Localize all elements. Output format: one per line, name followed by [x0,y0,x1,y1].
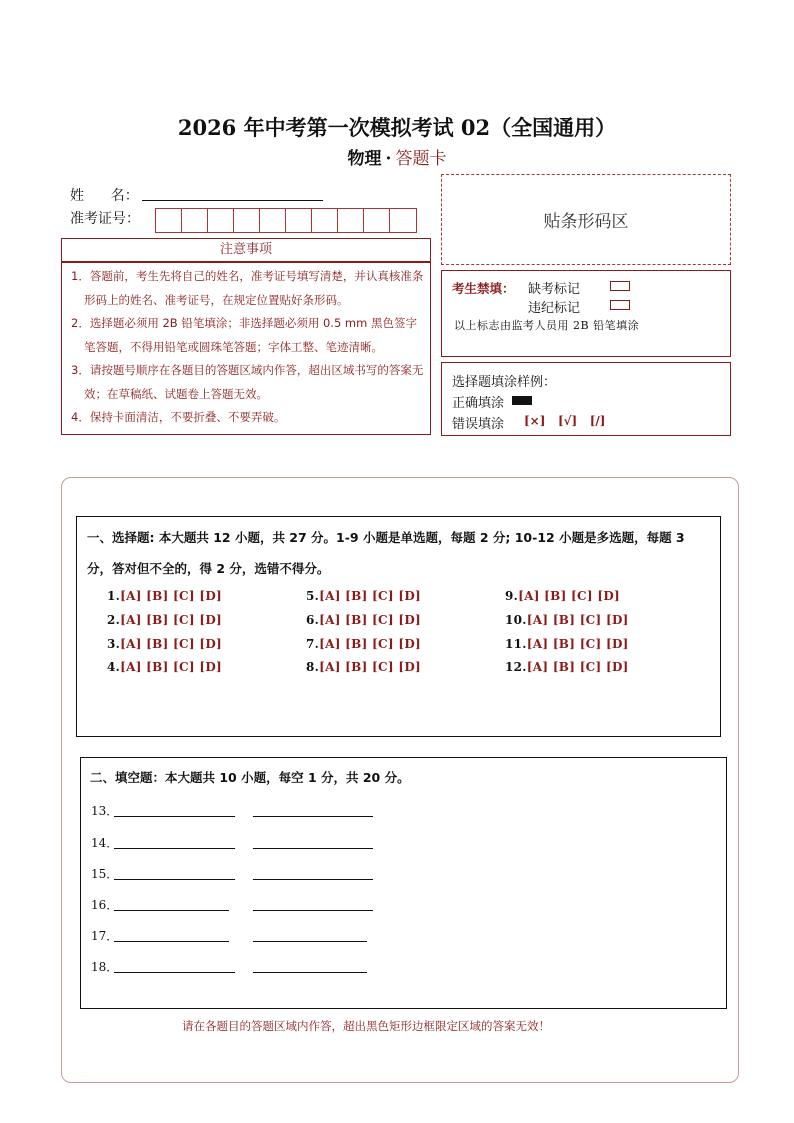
wrong-fill-label: 错误填涂 [452,417,505,432]
correct-fill-sample [512,396,532,405]
question-17-blank-1[interactable] [114,941,229,942]
question-8[interactable]: 8.[A] [B] [C] [D] [306,660,422,674]
question-5[interactable]: 5.[A] [B] [C] [D] [306,589,422,603]
section-fill [80,757,727,1009]
question-14-label: 14． [91,836,119,850]
notes-box [61,262,431,435]
violation-label: 违纪标记 [528,301,581,316]
wrong-fill-samples: [×] [√] [/] [524,414,606,428]
question-18-blank-2[interactable] [253,972,367,973]
question-16-blank-1[interactable] [114,910,229,911]
exam-title: 2026 年中考第一次模拟考试 02（全国通用） [177,115,617,140]
question-13-blank-2[interactable] [253,816,373,817]
footer-note: 请在各题目的答题区域内作答，超出黑色矩形边框限定区域的答案无效！ [182,1019,550,1033]
forbidden-label: 考生禁填： [452,281,515,296]
barcode-label: 贴条形码区 [543,212,629,232]
forbidden-note: 以上标志由监考人员用 2B 铅笔填涂 [454,319,640,332]
section-choice-heading-line2: 分，答对但不全的，得 2 分，选错不得分。 [87,561,330,576]
section-fill-heading: 二、填空题：本大题共 10 小题，每空 1 分，共 20 分。 [90,770,410,785]
absent-label: 缺考标记 [528,282,581,297]
violation-mark-box[interactable] [610,300,630,310]
question-11[interactable]: 11.[A] [B] [C] [D] [505,637,629,651]
note-item-4: 4．保持卡面清洁，不要折叠、不要弄破。 [71,410,286,424]
question-14-blank-1[interactable] [114,848,235,849]
question-16-blank-2[interactable] [253,910,373,911]
card-label: 答题卡 [395,149,447,169]
section-choice [76,516,721,737]
question-9[interactable]: 9.[A] [B] [C] [D] [505,589,621,603]
notes-heading: 注意事项 [61,238,431,262]
question-6[interactable]: 6.[A] [B] [C] [D] [306,613,422,627]
question-17-label: 17． [91,929,119,943]
correct-fill-label: 正确填涂 [452,396,505,411]
note-item-1: 1．答题前，考生先将自己的姓名，准考证号填写清楚，并认真核准条形码上的姓名、准考证号，在规定位置贴好条形码。 [71,269,424,307]
question-1[interactable]: 1.[A] [B] [C] [D] [107,589,223,603]
question-16-label: 16． [91,898,119,912]
barcode-area [441,174,731,265]
note-item-3: 3．请按题号顺序在各题目的答题区域内作答，超出区域书写的答案无效；在草稿纸、试题卷上答题无效。 [71,363,424,401]
question-17-blank-2[interactable] [253,941,367,942]
id-label: 准考证号： [70,211,140,227]
question-13-blank-1[interactable] [114,816,235,817]
question-15-blank-1[interactable] [114,879,235,880]
question-2[interactable]: 2.[A] [B] [C] [D] [107,613,223,627]
question-15-blank-2[interactable] [253,879,373,880]
question-14-blank-2[interactable] [253,848,373,849]
id-number-field[interactable] [155,208,417,233]
question-10[interactable]: 10.[A] [B] [C] [D] [505,613,629,627]
sample-title: 选择题填涂样例： [452,375,557,390]
exam-subtitle [0,144,794,169]
name-field[interactable] [142,200,323,201]
separator-dot: · [385,149,392,169]
question-12[interactable]: 12.[A] [B] [C] [D] [505,660,629,674]
subject-label: 物理 [347,149,382,169]
question-7[interactable]: 7.[A] [B] [C] [D] [306,637,422,651]
absent-mark-box[interactable] [610,281,630,291]
question-18-label: 18． [91,960,119,974]
note-item-2: 2．选择题必须用 2B 铅笔填涂；非选择题必须用 0.5 mm 黑色签字笔答题，不得用铅笔或圆珠笔答题；字体工整、笔迹清晰。 [71,316,417,354]
question-3[interactable]: 3.[A] [B] [C] [D] [107,637,223,651]
question-15-label: 15． [91,867,119,881]
question-18-blank-1[interactable] [114,972,235,973]
forbidden-box [441,270,731,357]
question-4[interactable]: 4.[A] [B] [C] [D] [107,660,223,674]
question-13-label: 13． [91,804,119,818]
name-label: 姓 名： [70,188,139,204]
section-choice-heading-line1: 一、选择题: 本大题共 12 小题，共 27 分。1-9 小题是单选题，每题 2 分; 10-12 小题是多选题，每题 3 [87,530,685,545]
sample-box [441,362,731,436]
